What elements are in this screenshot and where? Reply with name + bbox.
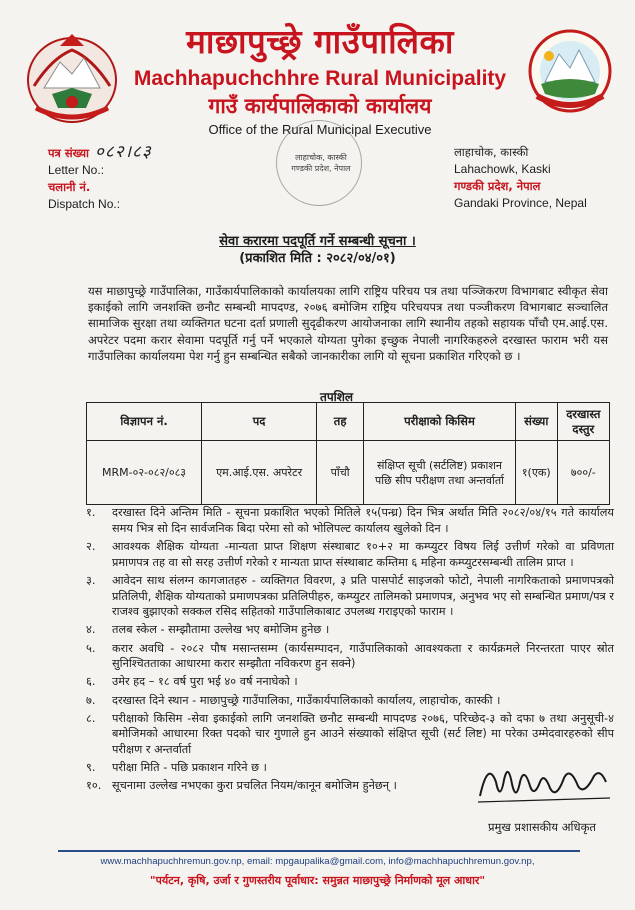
table-header: परीक्षाको किसिम (364, 403, 516, 441)
item-number: ६. (86, 675, 96, 689)
table-header: तह (317, 403, 364, 441)
item-text: दरखास्त दिने स्थान - माछापुच्छ्रे गाउँपालिका, गाउँकार्यपालिकाको कार्यालय, लाहाचोक, कास्की । (112, 693, 501, 707)
table-header: दरखास्त दस्तुर (557, 403, 609, 441)
list-item (86, 505, 614, 537)
office-name-english: Office of the Rural Municipal Executive (208, 122, 432, 137)
item-number: ८. (86, 711, 96, 725)
footer-slogan: "पर्यटन, कृषि, उर्जा र गुणस्तरीय पूर्वाधार: समुन्नत माछापुच्छ्रे निर्माणको मूल आधार" (149, 874, 486, 887)
municipality-name-nepali: माछापुच्छ्रे गाउँपालिका (186, 22, 454, 61)
dispatch-label-np: चलानी नं. (48, 180, 91, 194)
municipality-name-english: Machhapuchchhre Rural Municipality (133, 67, 507, 90)
table-cell: १(एक) (515, 441, 557, 505)
list-item (86, 693, 614, 709)
table-cell: पाँचौ (317, 441, 364, 505)
item-text: तलब स्केल - सम्झौतामा उल्लेख भए बमोजिम हुनेछ । (112, 623, 330, 637)
list-item (86, 641, 614, 673)
address-line2-np: गण्डकी प्रदेश, नेपाल (454, 179, 541, 193)
letter-no-label-en: Letter No.: (48, 163, 105, 177)
signatory-title: प्रमुख प्रशासकीय अधिकृत (488, 820, 596, 834)
item-number: ५. (86, 641, 96, 655)
item-text: परीक्षाको किसिम -सेवा इकाईको लागि जनशक्ति छनौट सम्बन्धी मापदण्ड २०७६, परिच्छेद-३ को दफा ७ तथा अनुसूची-४ बमोजिमको आधारमा रिक्त पदको चार गुणाले हुन आउने संख्याको संक्षिप्त सूची (सर्ट लिष्ट) मा परेका उम्मेदवारहरुको सीप परीक्षण र अन्तर्वार्ता (112, 711, 614, 757)
item-number: १. (86, 506, 96, 519)
address-line1-np: लाहाचोक, कास्की (454, 145, 529, 159)
item-text: आवेदन साथ संलग्न कागजातहरु - व्यक्तिगत विवरण, ३ प्रति पासपोर्ट साइजको फोटो, नेपाली नागरिकताको प्रमाणपत्रको प्रतिलिपी, शैक्षिक योग्यताको प्रमाणपत्रका प्रतिलिपीहरु, कम्प्युटर तालिमको प्रमाणपत्र, अनुभव भए सो सम्बन्धित प्रमाण/पत्र र राजश्व बुझाएको सक्कल रसिद सहितको गाउँपालिकाबाट उपलब्ध गराइएको फाराम । (112, 573, 614, 619)
table-cell: संक्षिप्त सूची (सर्टलिष्ट) प्रकाशन पछि सीप परीक्षण तथा अन्तर्वार्ता (364, 441, 516, 505)
letter-no-label-np: पत्र संख्या (48, 146, 90, 160)
table-header: पद (202, 403, 317, 441)
notice-body: यस माछापुच्छ्रे गाउँपालिका, गाउँकार्यपालिकाको कार्यालयका लागि राष्ट्रिय परिचय पत्र तथा पञ्जिकरण विभागबाट स्वीकृत सेवा इकाईको लागि जनशक्ति छनौट सम्बन्धी मापदण्ड, २०७६ बमोजिम राष्ट्रिय परिचयपत्र तथा पञ्जीकरण विभागबाट सञ्चालित सामाजिक सुरक्षा तथा व्यक्तिगत घटना दर्ता प्रणाली सुदृढीकरण आयोजनाका लागि स्थानीय तहको सहायक पाँचौ एम.आई.एस. अपरेटर पदमा करार सेवामा पदपूर्ति गर्नु पर्ने भएकाले योग्यता पुगेका इच्छुक नेपाली नागरिकहरुले दरखास्त फाराम भरी यस गाउँपालिका कार्यालयमा पेश गर्नु हुन सम्बन्धित सबैको जानकारीका लागि यो सूचना प्रकाशित गरिएको छ । (88, 284, 608, 363)
stamp-line1: लाहाचोक, कास्की (295, 153, 347, 162)
table-row (87, 441, 610, 505)
address-line2-en: Gandaki Province, Nepal (454, 196, 587, 210)
item-number: ४. (86, 623, 96, 637)
list-item (86, 711, 614, 758)
table-cell: ७००/- (557, 441, 609, 505)
stamp-text (286, 152, 356, 174)
office-name-nepali: गाउँ कार्यपालिकाको कार्यालय (208, 94, 432, 118)
item-number: ९. (86, 761, 96, 775)
footer-divider (58, 850, 580, 852)
table-caption: तपशिल (320, 390, 354, 404)
address-line1-en: Lahachowk, Kaski (454, 162, 551, 176)
item-text: करार अवधि - २०८२ पौष मसान्तसम्म (कार्यसम्पादन, गाउँपालिकाको आवश्यकता र कार्यक्रमले निरन्तरता पाएर स्रोत सुनिश्चितताका आधारमा करार सम्झौता नविकरण हुन सक्ने) (112, 641, 614, 671)
item-number: ३. (86, 573, 96, 587)
item-text: उमेर हद – १८ वर्ष पुरा भई ४० वर्ष ननाघेको । (112, 675, 298, 689)
item-text: आवश्यक शैक्षिक योग्यता -मान्यता प्राप्त शिक्षण संस्थाबाट १०+२ मा कम्प्युटर विषय लिई उत्तीर्ण गरेको वा प्रविणता प्रमाणपत्र तह वा सो सरह उत्तीर्ण गरेको र मान्यता प्राप्त संस्थाबाट कम्तिमा ६ महिना कम्प्युटरसम्बन्धी तालिम प्राप्त । (112, 539, 614, 569)
vacancy-table (86, 402, 610, 505)
list-item (86, 573, 614, 620)
item-text: सूचनामा उल्लेख नभएका कुरा प्रचलित नियम/कानून बमोजिम हुनेछन् । (112, 779, 397, 793)
item-number: ७. (86, 693, 96, 707)
item-number: १०. (86, 779, 102, 793)
dispatch-label-en: Dispatch No.: (48, 197, 121, 211)
footer-contact: www.machhapuchhremun.gov.np, email: mpgaupalika@gmail.com, info@machhapuchhremun.gov.np, (100, 856, 535, 867)
item-text: दरखास्त दिने अन्तिम मिति - सूचना प्रकाशित भएको मितिले १५(पन्ध्र) दिन भित्र अर्थात मिति २०८२/०४/१५ गते कार्यालय समय भित्र सो दिन सार्वजनिक बिदा परेमा सो को भोलिपल्ट कार्यालय खुलेको दिन । (112, 506, 614, 535)
stamp-line2: गण्डकी प्रदेश, नेपाल (291, 164, 351, 173)
notice-date: (प्रकाशित मिति : २०८२/०४/०१) (239, 251, 396, 266)
municipality-logo-icon (527, 28, 613, 114)
list-item (86, 539, 614, 571)
table-header: विज्ञापन नं. (87, 403, 202, 441)
list-item (86, 674, 614, 690)
item-number: २. (86, 539, 96, 553)
list-item (86, 622, 614, 638)
table-header-row (87, 403, 610, 441)
reference-block (48, 144, 152, 213)
table-cell: एम.आई.एस. अपरेटर (202, 441, 317, 505)
handwritten-signature (474, 752, 614, 812)
notice-title: सेवा करारमा पदपूर्ति गर्ने सम्बन्धी सूचना । (219, 234, 416, 249)
letter-no-value: ०८२।८३ (95, 142, 152, 162)
nepal-emblem-icon (22, 28, 122, 128)
address-block (454, 144, 587, 212)
item-text: परीक्षा मिति - पछि प्रकाशन गरिने छ । (112, 761, 267, 775)
table-header: संख्या (515, 403, 557, 441)
table-cell: MRM-०२-०८२/०८३ (87, 441, 202, 505)
